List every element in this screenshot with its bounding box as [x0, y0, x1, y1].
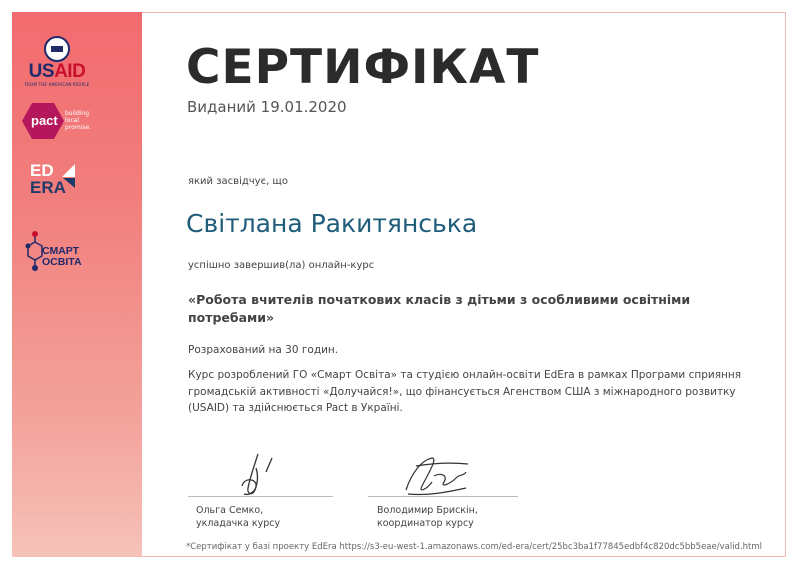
smart-osvita-wordmark: СМАРТ ОСВІТА: [42, 245, 82, 268]
frame-border-right: [785, 12, 786, 557]
confirms-text: який засвідчує, що: [188, 176, 288, 187]
signature-1-caption: Ольга Семко, укладачка курсу: [196, 505, 281, 529]
usaid-seal-icon: [44, 36, 70, 62]
course-title: «Робота вчителів початкових класів з дітьми з особливими освітніми потребами»: [188, 292, 691, 325]
certificate-title: СЕРТИФІКАТ: [186, 40, 540, 95]
frame-border-top: [142, 12, 786, 13]
completed-text: успішно завершив(ла) онлайн-курс: [188, 260, 375, 271]
usaid-tagline: FROM THE AMERICAN PEOPLE: [24, 82, 90, 87]
edera-line1: ED: [30, 161, 54, 180]
recipient-name: Світлана Ракитянська: [186, 209, 478, 238]
usaid-logo: [22, 36, 92, 86]
pact-wordmark: pact: [31, 113, 58, 128]
usaid-wordmark: USAID: [28, 61, 86, 82]
edera-arrow-shadow-icon: [63, 178, 75, 188]
signature-1-line: [188, 496, 333, 497]
signature-2-line: [368, 496, 518, 497]
pink-sidebar: [12, 12, 142, 557]
pact-tagline: building local promise.: [65, 110, 92, 131]
signature-2-image: [398, 452, 473, 502]
course-description: Курс розроблений ГО «Смарт Освіта» та студією онлайн-освіти EdEra в рамках Програми сприяння громадській активності «Долучайся!», що фінансується Агенством США з міжнародного розвитку (USAID) та здійснюється Pact в Україні.: [188, 369, 742, 414]
edera-line2: ERA: [30, 178, 66, 197]
edera-logo: [30, 162, 90, 207]
issue-date: Виданий 19.01.2020: [187, 98, 347, 116]
pact-logo: [22, 100, 102, 145]
smart-osvita-logo: [24, 230, 114, 275]
signature-2-caption: Володимир Брискін, координатор курсу: [377, 505, 478, 529]
course-hours: Розрахований на 30 годин.: [188, 344, 339, 356]
edera-arrow-icon: [62, 164, 75, 177]
signature-1-image: [228, 448, 288, 500]
verification-footnote: *Сертифікат у базі проекту EdEra https://s3-eu-west-1.amazonaws.com/ed-era/cert/25bc3ba1f77845edbf4c820dc5bb5eae/valid.html: [186, 542, 763, 552]
frame-border-bottom: [142, 556, 786, 557]
